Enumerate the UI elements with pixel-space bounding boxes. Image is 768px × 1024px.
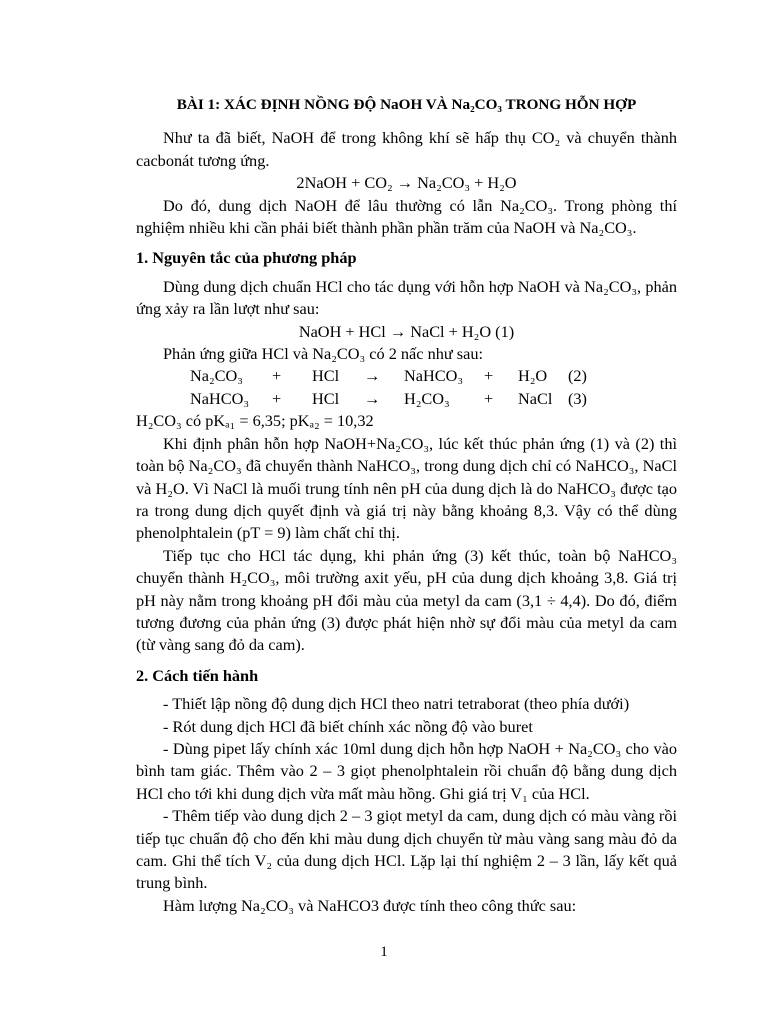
reaction-2-term: + <box>272 366 282 386</box>
document-body <box>136 94 677 917</box>
intro-paragraph-1: Như ta đã biết, NaOH để trong không khí sẽ hấp thụ CO₂ và chuyển thành cacbonát tương ứng. <box>136 128 677 170</box>
pka-values: H₂CO₃ có pKₐ₁ = 6,35; pKₐ₂ = 10,32 <box>136 411 374 431</box>
reaction-2-term: Na₂CO₃ <box>190 366 243 386</box>
reaction-2 <box>190 365 677 387</box>
page-title: BÀI 1: XÁC ĐỊNH NỒNG ĐỘ NaOH VÀ Na₂CO₃ TRONG HỖN HỢP <box>176 96 637 113</box>
section-1-paragraph-1: Dùng dung dịch chuẩn HCl cho tác dụng với hỗn hợp NaOH và Na₂CO₃, phản ứng xảy ra lần lượt như sau: <box>136 276 677 319</box>
reaction-3-term: H₂CO₃ <box>404 388 450 408</box>
reaction-3-term: → <box>364 388 381 408</box>
intro-paragraph-2: Do đó, dung dịch NaOH để lâu thường có lẫn Na₂CO₃. Trong phòng thí nghiệm nhiều khi cần phải biết thành phần phần trăm của NaOH và Na₂CO₃. <box>136 195 677 238</box>
reaction-1: NaOH + HCl → NaCl + H₂O (1) <box>298 321 515 341</box>
reaction-2-number: (2) <box>568 366 587 386</box>
section-2-heading: 2. Cách tiến hành <box>136 665 259 685</box>
equation-naoh-co2: 2NaOH + CO₂ → Na₂CO₃ + H₂O <box>296 173 517 193</box>
reaction-3-term: HCl <box>312 388 340 408</box>
reaction-3-term: NaCl <box>518 388 553 408</box>
reaction-3-term: + <box>272 388 282 408</box>
reaction-2-term: H₂O <box>518 366 548 386</box>
procedure-step: - Thêm tiếp vào dung dịch 2 – 3 giọt metyl da cam, dung dịch có màu vàng rồi tiếp tục chuẩn độ cho đến khi màu dung dịch chuyển từ màu vàng sang màu đỏ da cam. Ghi thể tích V₂ của dung dịch HCl. Lặp lại thí nghiệm 2 – 3 lần, lấy kết quả trung bình. <box>136 806 677 893</box>
reaction-stages-intro: Phản ứng giữa HCl và Na₂CO₃ có 2 nấc như sau: <box>163 344 483 364</box>
section-1-heading: 1. Nguyên tắc của phương pháp <box>136 248 357 268</box>
section-1-paragraph-2: Khi định phân hỗn hợp NaOH+Na₂CO₃, lúc kết thúc phản ứng (1) và (2) thì toàn bộ Na₂CO₃ đã chuyển thành NaHCO₃, trong dung dịch chỉ có NaHCO₃, NaCl và H₂O. Vì NaCl là muối trung tính nên pH của dung dịch là do NaHCO₃ được tạo ra trong dung dịch quyết định và giá trị này bằng khoảng 8,3. Vậy có thể dùng phenolphtalein (pT = 9) làm chất chỉ thị. <box>136 433 677 543</box>
reaction-3-number: (3) <box>568 388 587 408</box>
reaction-2-term: + <box>484 366 494 386</box>
reaction-3 <box>190 388 677 410</box>
page-number: 1 <box>380 944 388 960</box>
procedure-step: - Thiết lập nồng độ dung dịch HCl theo natri tetraborat (theo phía dưới) <box>163 694 630 714</box>
formula-intro: Hàm lượng Na₂CO₃ và NaHCO3 được tính theo công thức sau: <box>163 895 577 915</box>
procedure-step: - Dùng pipet lấy chính xác 10ml dung dịch hỗn hợp NaOH + Na₂CO₃ cho vào bình tam giác. Thêm vào 2 – 3 giọt phenolphtalein rồi chuẩn độ bằng dung dịch HCl cho tới khi dung dịch vừa mất màu hồng. Ghi giá trị V₁ của HCl. <box>136 738 677 803</box>
reaction-3-term: + <box>484 388 494 408</box>
section-1-paragraph-3: Tiếp tục cho HCl tác dụng, khi phản ứng (3) kết thúc, toàn bộ NaHCO₃ chuyển thành H₂CO₃, môi trường axit yếu, pH của dung dịch khoảng 3,8. Giá trị pH này nằm trong khoảng pH đổi màu của metyl da cam (3,1 ÷ 4,4). Do đó, điểm tương đương của phản ứng (3) được phát hiện nhờ sự đổi màu của metyl da cam (từ vàng sang đỏ da cam). <box>136 545 677 655</box>
reaction-2-term: → <box>364 366 381 386</box>
reaction-3-term: NaHCO₃ <box>190 388 250 408</box>
reaction-2-term: HCl <box>312 366 340 386</box>
reaction-2-term: NaHCO₃ <box>404 366 464 386</box>
procedure-step: - Rót dung dịch HCl đã biết chính xác nồng độ vào buret <box>163 716 533 736</box>
